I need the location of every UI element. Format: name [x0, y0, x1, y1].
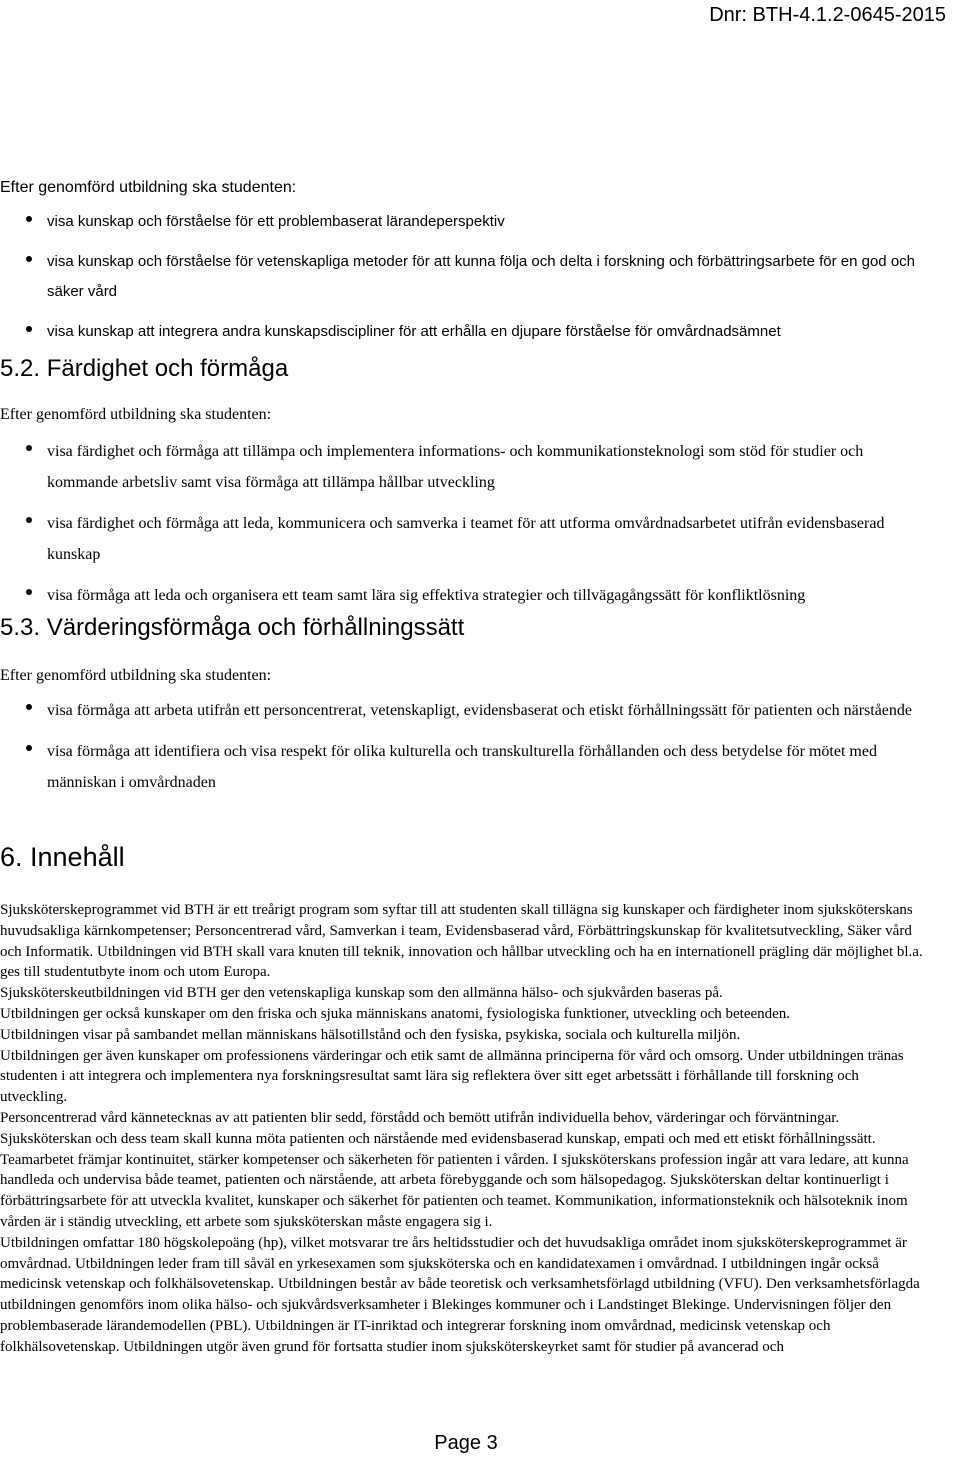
paragraph: Sjuksköterskeutbildningen vid BTH ger den vetenskapliga kunskap som den allmänna hälso- och sjukvården baseras på. [0, 985, 723, 1002]
paragraph: Utbildningen visar på sambandet mellan människans hälsotillstånd och den fysiska, psykiska, sociala och kulturella miljön. [0, 1026, 741, 1043]
bullet-icon [26, 326, 32, 332]
section-heading-5-2: 5.2. Färdighet och förmåga [0, 355, 289, 382]
list-item: visa kunskap och förståelse för ett problembaserat lärandeperspektiv [0, 207, 930, 237]
page-number: Page 3 [434, 1432, 498, 1454]
list-item: visa kunskap och förståelse för vetenskapliga metoder för att kunna följa och delta i forskning och förbättringsarbete för en god och säker vård [0, 247, 930, 307]
list-item: visa färdighet och förmåga att tillämpa och implementera informations- och kommunikationsteknologi som stöd för studier och kommande arbetsliv samt visa förmåga att tillämpa hållbar utveckling [0, 436, 930, 498]
bullet-icon [26, 704, 32, 710]
list-item: visa förmåga att leda och organisera ett team samt lära sig effektiva strategier och tillvägagångssätt för konfliktlösning [0, 580, 930, 611]
skills-list [0, 436, 930, 621]
section-heading-5-3: 5.3. Värderingsförmåga och förhållningssätt [0, 614, 465, 641]
list-item: visa kunskap att integrera andra kunskapsdiscipliner för att erhålla en djupare förståelse för omvårdnadsämnet [0, 317, 930, 347]
list-item: visa färdighet och förmåga att leda, kommunicera och samverka i teamet för att utforma omvårdnadsarbetet utifrån evidensbaserad kunskap [0, 508, 930, 570]
paragraph: Utbildningen omfattar 180 högskolepoäng (hp), vilket motsvarar tre års heltidsstudier och det huvudsakliga området inom sjuksköterskeprogrammet är omvårdnad. Utbildningen leder fram till såväl en yrkesexamen som sjuksköterska och en kandidatexamen i omvårdnad. I utbildningen ingår också medicinsk vetenskap och folkhälsovetenskap. Utbildningen består av både teoretisk och verksamhetsförlagd utbildning (VFU). Den verksamhetsförlagda utbildningen genomförs inom olika hälso- och sjukvårdsverksamheter i Blekinges kommuner och i Landstinget Blekinge. Undervisningen följer den problembaserade lärandemodellen (PBL). Utbildningen är IT-inriktad och integrerar forskning inom omvårdnad, medicinsk vetenskap och folkhälsovetenskap. Utbildningen utgör även grund för fortsatta studier inom sjuksköterskeyrket samt för studier på avancerad och [0, 1234, 920, 1355]
content-body [0, 900, 925, 1358]
bullet-icon [26, 216, 32, 222]
paragraph: Sjuksköterskeprogrammet vid BTH är ett treårigt program som syftar till att studenten skall tillägna sig kunskaper och färdigheter inom sjuksköterskans huvudsakliga kärnkompetenser; Personcentrerad vård, Samverkan i team, Evidensbaserad vård, Förbättringskunskap för kvalitetsutveckling, Säker vård och Informatik. Utbildningen vid BTH skall vara knuten till teknik, innovation och hållbar utveckling och ha en internationell prägling där möjlighet bl.a. ges till studentutbyte inom och utom Europa. [0, 902, 923, 981]
knowledge-list [0, 207, 930, 357]
list-item: visa förmåga att arbeta utifrån ett personcentrerat, vetenskapligt, evidensbaserat och etiskt förhållningssätt för patienten och närstående [0, 695, 930, 726]
paragraph: Utbildningen ger också kunskaper om den friska och sjuka människans anatomi, fysiologiska funktioner, utveckling och beteenden. [0, 1005, 791, 1022]
bullet-icon [26, 517, 32, 523]
list-item: visa förmåga att identifiera och visa respekt för olika kulturella och transkulturella förhållanden och dess betydelse för mötet med människan i omvårdnaden [0, 736, 930, 798]
document-number: Dnr: BTH-4.1.2-0645-2015 [709, 4, 946, 26]
section-intro: Efter genomförd utbildning ska studenten: [0, 179, 297, 196]
bullet-icon [26, 745, 32, 751]
section-intro: Efter genomförd utbildning ska studenten: [0, 667, 272, 684]
paragraph: Utbildningen ger även kunskaper om professionens värderingar och etik samt de allmänna principerna för vård och omsorg. Under utbildningen tränas studenten i att integrera och implementera nya forskningsresultat samt lära sig reflektera över sitt eget arbetssätt i förhållande till forskning och utveckling. [0, 1047, 904, 1106]
bullet-icon [26, 445, 32, 451]
paragraph: Personcentrerad vård kännetecknas av att patienten blir sedd, förstådd och bemött utifrån individuella behov, värderingar och förväntningar. Sjuksköterskan och dess team skall kunna möta patienten och närstående med evidensbaserad kunskap, empati och med ett etiskt förhållningssätt. Teamarbetet främjar kontinuitet, stärker kompetenser och säkerheten för patienten i vården. I sjuksköterskans profession ingår att vara ledare, att kunna handleda och undervisa både teamet, patienten och närstående, att arbeta förebyggande och som hälsopedagog. Sjuksköterskan deltar kontinuerligt i förbättringsarbete för att utveckla kvalitet, kunskaper och säkerhet för patienten och teamet. Kommunikation, informationsteknik och hälsoteknik inom vården är i ständig utveckling, ett arbete som sjuksköterskan måste engagera sig i. [0, 1109, 909, 1230]
bullet-icon [26, 589, 32, 595]
section-intro: Efter genomförd utbildning ska studenten: [0, 406, 272, 423]
section-heading-6: 6. Innehåll [0, 842, 125, 872]
bullet-icon [26, 256, 32, 262]
values-list [0, 695, 930, 808]
